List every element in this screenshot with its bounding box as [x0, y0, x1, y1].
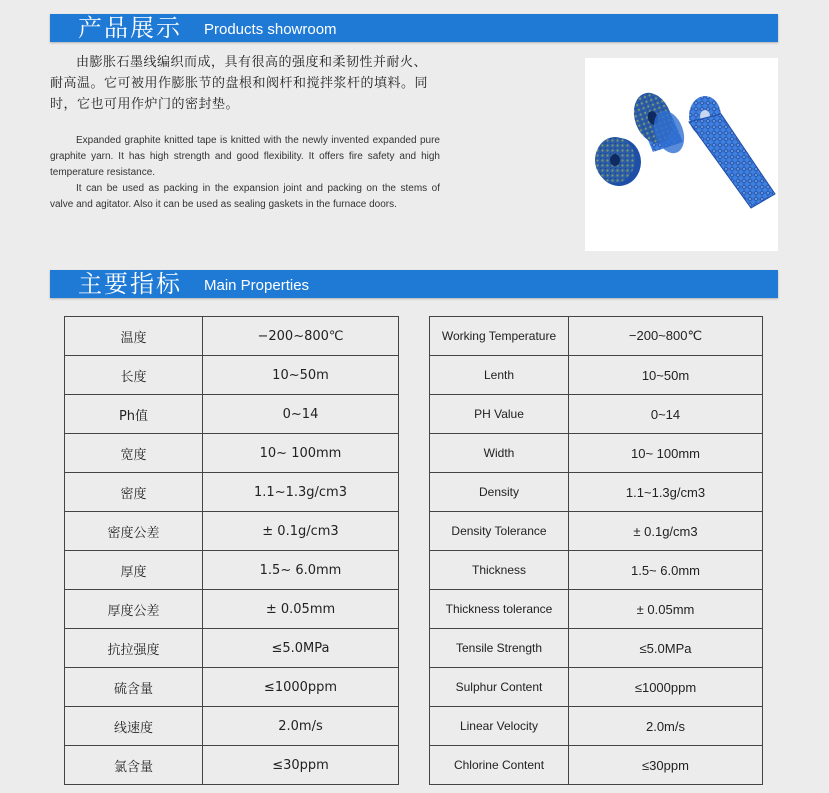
- cn-property-name: 长度: [65, 356, 203, 395]
- cn-property-name: 氯含量: [65, 746, 203, 785]
- cn-property-name: 密度: [65, 473, 203, 512]
- table-row: [65, 356, 399, 395]
- cn-property-value: ≤1000ppm: [203, 668, 399, 707]
- en-property-value: 0~14: [569, 395, 763, 434]
- table-row: [430, 629, 763, 668]
- table-row: [430, 395, 763, 434]
- cn-property-value: 1.5~ 6.0mm: [203, 551, 399, 590]
- en-property-value: ≤5.0MPa: [569, 629, 763, 668]
- cn-property-value: ≤5.0MPa: [203, 629, 399, 668]
- showroom-title-en: Products showroom: [204, 21, 337, 38]
- showroom-title-cn: 产品展示: [78, 14, 182, 42]
- en-property-value: 1.5~ 6.0mm: [569, 551, 763, 590]
- properties-title-cn: 主要指标: [78, 270, 182, 298]
- cn-property-value: ± 0.1g/cm3: [203, 512, 399, 551]
- table-row: [430, 707, 763, 746]
- cn-property-value: ± 0.05mm: [203, 590, 399, 629]
- en-property-name: Lenth: [430, 356, 569, 395]
- graphite-tape-rolls-image: [585, 58, 778, 251]
- properties-table-en: [429, 316, 763, 785]
- cn-property-value: 0~14: [203, 395, 399, 434]
- cn-property-name: 宽度: [65, 434, 203, 473]
- table-row: [430, 434, 763, 473]
- table-row: [65, 746, 399, 785]
- cn-property-name: 密度公差: [65, 512, 203, 551]
- en-property-value: −200~800℃: [569, 317, 763, 356]
- table-row: [430, 590, 763, 629]
- table-row: [65, 668, 399, 707]
- cn-property-name: 硫含量: [65, 668, 203, 707]
- intro-en-paragraph-1: Expanded graphite knitted tape is knitted with the newly invented expanded pure graphite yarn. It has high strength and good flexibility. It offers fire safety and high temperature resistance.: [50, 135, 440, 178]
- properties-banner: [50, 270, 778, 298]
- en-property-value: 10~ 100mm: [569, 434, 763, 473]
- en-property-value: ± 0.05mm: [569, 590, 763, 629]
- table-row: [430, 668, 763, 707]
- cn-property-value: 1.1~1.3g/cm3: [203, 473, 399, 512]
- table-row: [430, 512, 763, 551]
- cn-property-value: −200~800℃: [203, 317, 399, 356]
- en-property-name: Density: [430, 473, 569, 512]
- en-property-name: Thickness tolerance: [430, 590, 569, 629]
- en-property-name: Tensile Strength: [430, 629, 569, 668]
- cn-property-name: 厚度公差: [65, 590, 203, 629]
- en-property-name: Linear Velocity: [430, 707, 569, 746]
- table-row: [430, 317, 763, 356]
- en-property-name: PH Value: [430, 395, 569, 434]
- properties-table-cn: [64, 316, 399, 785]
- en-property-name: Working Temperature: [430, 317, 569, 356]
- table-row: [65, 395, 399, 434]
- cn-property-value: ≤30ppm: [203, 746, 399, 785]
- en-property-value: ≤1000ppm: [569, 668, 763, 707]
- cn-property-name: 温度: [65, 317, 203, 356]
- table-row: [65, 512, 399, 551]
- en-property-name: Density Tolerance: [430, 512, 569, 551]
- en-property-name: Sulphur Content: [430, 668, 569, 707]
- cn-property-value: 10~ 100mm: [203, 434, 399, 473]
- en-property-name: Thickness: [430, 551, 569, 590]
- en-property-value: 2.0m/s: [569, 707, 763, 746]
- cn-property-name: 线速度: [65, 707, 203, 746]
- showroom-banner: [50, 14, 778, 42]
- table-row: [65, 707, 399, 746]
- en-property-value: ≤30ppm: [569, 746, 763, 785]
- table-row: [430, 356, 763, 395]
- en-property-value: ± 0.1g/cm3: [569, 512, 763, 551]
- en-property-value: 10~50m: [569, 356, 763, 395]
- intro-en-paragraph-2: It can be used as packing in the expansion joint and packing on the stems of valve and agitator. Also it can be used as sealing gaskets in the furnace doors.: [50, 183, 440, 210]
- en-property-name: Width: [430, 434, 569, 473]
- cn-property-value: 10~50m: [203, 356, 399, 395]
- properties-title-en: Main Properties: [204, 277, 310, 294]
- table-row: [65, 590, 399, 629]
- table-row: [430, 551, 763, 590]
- table-row: [65, 317, 399, 356]
- table-row: [65, 434, 399, 473]
- table-row: [65, 473, 399, 512]
- en-property-name: Chlorine Content: [430, 746, 569, 785]
- product-photo: [585, 58, 778, 251]
- cn-property-name: Ph值: [65, 395, 203, 434]
- product-intro: [50, 52, 440, 213]
- table-row: [65, 629, 399, 668]
- intro-cn-text: 由膨胀石墨线编织而成，具有很高的强度和柔韧性并耐火、耐高温。它可被用作膨胀节的盘根和阀杆和搅拌浆杆的填料。同时，它也可用作炉门的密封垫。: [50, 55, 429, 112]
- cn-property-value: 2.0m/s: [203, 707, 399, 746]
- table-row: [65, 551, 399, 590]
- en-property-value: 1.1~1.3g/cm3: [569, 473, 763, 512]
- table-row: [430, 746, 763, 785]
- table-row: [430, 473, 763, 512]
- cn-property-name: 抗拉强度: [65, 629, 203, 668]
- cn-property-name: 厚度: [65, 551, 203, 590]
